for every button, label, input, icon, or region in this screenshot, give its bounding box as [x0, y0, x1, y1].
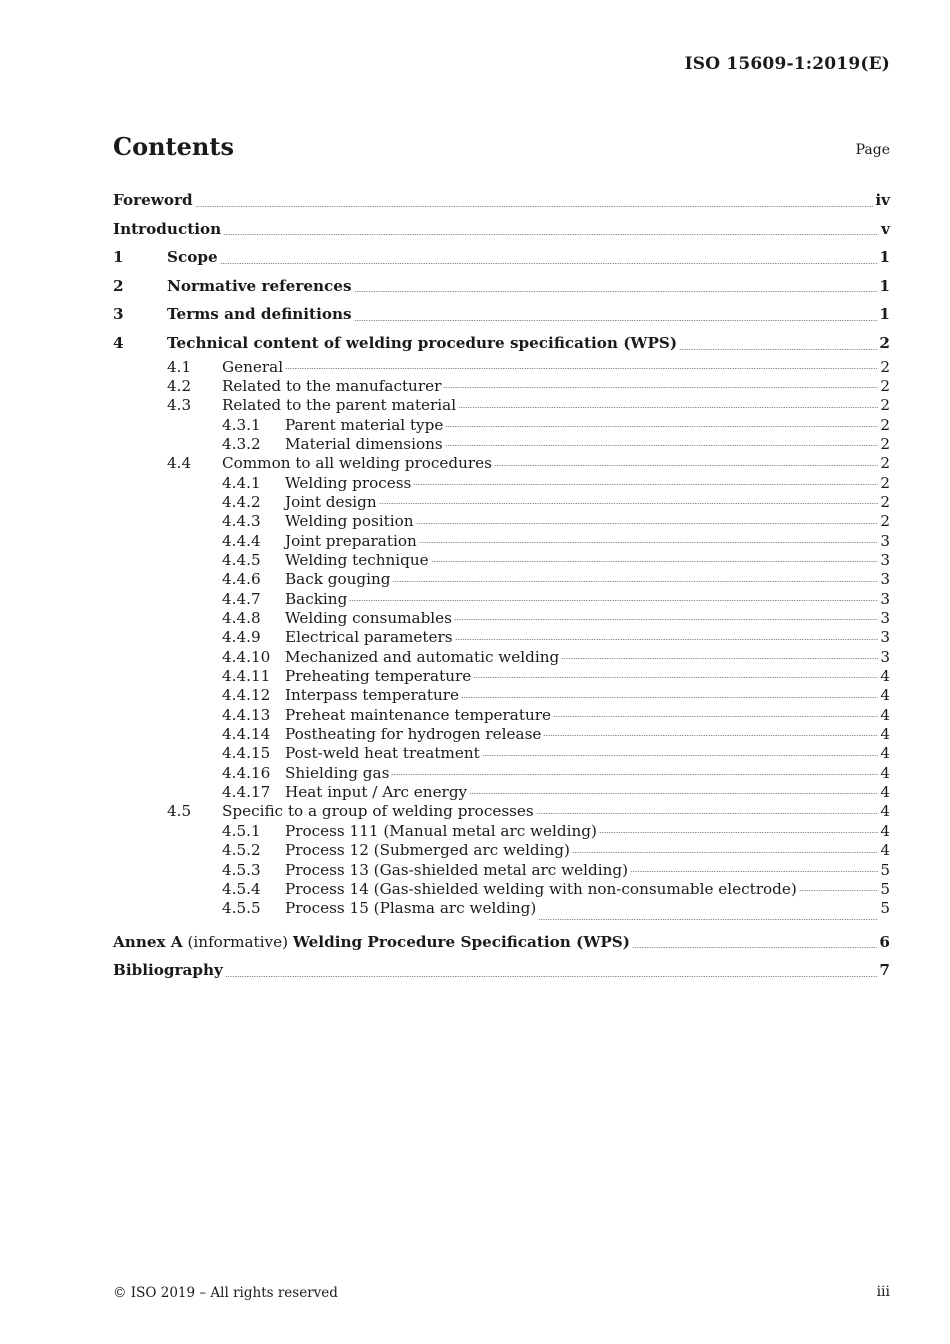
toc-entry-title: Common to all welding procedures [222, 454, 492, 473]
toc-entry-title: Interpass temperature [285, 686, 459, 705]
toc-entry-number: 4.4 [167, 454, 192, 473]
toc-annex-name: Welding Procedure Specification (WPS) [292, 932, 630, 951]
toc-entry-page: 2 [880, 415, 890, 434]
toc-entry-number: 4.4.2 [222, 492, 261, 511]
toc-entry-page: 2 [880, 473, 890, 492]
toc-entry-page: 2 [880, 357, 890, 376]
dot-leader [454, 619, 878, 620]
toc-entry-page: 2 [880, 434, 890, 453]
toc-entry-number: 4.4.8 [222, 609, 261, 628]
toc-entry-bibliography[interactable] [113, 956, 890, 985]
toc-entry-number: 4.4.1 [222, 473, 261, 492]
toc-entry-title: Electrical parameters [285, 628, 453, 647]
dot-leader [392, 581, 878, 582]
toc-entry[interactable] [113, 802, 890, 821]
toc-entry[interactable] [113, 609, 890, 628]
toc-entry-page: 4 [880, 705, 890, 724]
toc-entry-number: 4.4.4 [222, 531, 261, 550]
document-id: ISO 15609-1:2019(E) [684, 54, 890, 74]
toc-entry-title: General [222, 357, 284, 376]
toc-entry-page: 2 [880, 396, 890, 415]
toc-entry-title: Shielding gas [285, 763, 390, 782]
dot-leader [391, 774, 878, 775]
dot-leader [445, 426, 878, 427]
toc-entry-page: 3 [880, 570, 890, 589]
toc-entry-number: 1 [113, 248, 124, 267]
toc-entry-number: 4.4.10 [222, 647, 271, 666]
dot-leader [461, 697, 878, 698]
toc-entry-title: Post-weld heat treatment [285, 744, 480, 763]
footer-copyright: © ISO 2019 – All rights reserved [113, 1285, 338, 1301]
toc-entry-page: iv [875, 191, 890, 209]
toc-entry[interactable] [113, 474, 890, 493]
toc-entry-page: 4 [880, 821, 890, 840]
toc-annex-title [113, 928, 630, 957]
contents-heading: Contents [113, 132, 234, 161]
toc-entry-title: Process 15 (Plasma arc welding) [285, 899, 537, 918]
dot-leader [599, 832, 878, 833]
toc-entry-page: 5 [880, 860, 890, 879]
toc-entry-number: 4.1 [167, 357, 192, 376]
dot-leader [419, 542, 879, 543]
toc-entry[interactable] [113, 215, 890, 244]
table-of-contents [113, 186, 890, 985]
toc-entry[interactable] [113, 329, 890, 358]
dot-leader [553, 716, 878, 717]
dot-leader [349, 600, 878, 601]
toc-entry[interactable] [113, 300, 890, 329]
toc-annex-label: Annex A [113, 932, 183, 951]
toc-entry-page: 3 [880, 628, 890, 647]
toc-entry-page: 4 [880, 725, 890, 744]
toc-entry-number: 4.4.5 [222, 551, 261, 569]
toc-entry-number: 4.4.11 [222, 667, 271, 686]
toc-entry-number: 4.4.6 [222, 570, 261, 589]
toc-entry-number: 4.3.2 [222, 434, 261, 453]
toc-entry-number: 4.3 [167, 396, 192, 415]
toc-entry-number: 4.3.1 [222, 415, 261, 434]
toc-entry-page: 3 [880, 647, 890, 666]
toc-entry-title: Related to the manufacturer [222, 376, 442, 395]
toc-entry-number: 4 [113, 333, 124, 352]
toc-entry[interactable] [113, 667, 890, 686]
dot-leader [416, 523, 879, 524]
toc-entry-title: Normative references [167, 276, 352, 295]
toc-entry-title: Technical content of welding procedure specification (WPS) [167, 333, 678, 352]
toc-entry-title: Heat input / Arc energy [285, 783, 468, 802]
toc-entry-number: 4.4.14 [222, 725, 271, 744]
toc-entry-page: 5 [880, 899, 890, 918]
toc-entry-title: Process 12 (Submerged arc welding) [285, 841, 570, 860]
toc-entry-page: 1 [879, 276, 890, 295]
toc-entry-page: 6 [879, 932, 890, 951]
dot-leader [379, 503, 879, 504]
toc-entry-page: 2 [879, 333, 890, 352]
footer-page-number: iii [876, 1284, 890, 1300]
dot-leader [285, 368, 878, 369]
toc-entry[interactable] [113, 454, 890, 473]
toc-entry-title: Back gouging [285, 570, 391, 589]
toc-entry[interactable] [113, 435, 890, 454]
toc-entry[interactable] [113, 396, 890, 415]
toc-entry-title: Process 111 (Manual metal arc welding) [285, 821, 597, 840]
toc-entry[interactable] [113, 899, 890, 928]
toc-entry-number: 4.2 [167, 376, 192, 395]
dot-leader [413, 484, 878, 485]
toc-entry[interactable] [113, 783, 890, 802]
dot-leader [679, 349, 877, 350]
toc-entry-page: 3 [880, 551, 890, 569]
dot-leader [223, 234, 879, 235]
dot-leader [458, 407, 878, 408]
toc-entry-title: Preheat maintenance temperature [285, 705, 551, 724]
toc-entry-number: 4.4.16 [222, 763, 271, 782]
toc-entry-title: Specific to a group of welding processes [222, 802, 534, 821]
toc-entry[interactable] [113, 272, 890, 301]
dot-leader [354, 320, 878, 321]
dot-leader [482, 755, 879, 756]
dot-leader [473, 677, 878, 678]
toc-entry[interactable] [113, 570, 890, 589]
toc-entry-title: Terms and definitions [167, 305, 352, 324]
toc-entry-page: 2 [880, 454, 890, 473]
toc-entry-page: 2 [880, 376, 890, 395]
toc-entry-page: 4 [880, 667, 890, 686]
toc-entry-page: 4 [880, 841, 890, 860]
toc-entry-page: 2 [880, 512, 890, 531]
toc-entry-page: 4 [880, 763, 890, 782]
dot-leader [543, 735, 878, 736]
dot-leader [431, 561, 879, 562]
toc-annex-qualifier: (informative) [182, 932, 293, 951]
toc-entry[interactable] [113, 861, 890, 880]
toc-entry[interactable] [113, 628, 890, 647]
dot-leader [225, 976, 878, 977]
toc-entry-page: 4 [880, 783, 890, 802]
toc-entry[interactable] [113, 880, 890, 899]
toc-entry-title: Parent material type [285, 415, 444, 434]
toc-entry-page: 7 [879, 961, 890, 980]
toc-entry-page: 3 [880, 531, 890, 550]
dot-leader [799, 890, 879, 891]
toc-entry-title: Postheating for hydrogen release [285, 725, 542, 744]
toc-entry[interactable] [113, 186, 890, 215]
toc-entry-page: 3 [880, 609, 890, 628]
toc-entry-number: 4.5.1 [222, 821, 261, 840]
toc-entry[interactable] [113, 532, 890, 551]
toc-entry-title: Joint preparation [285, 531, 417, 550]
toc-entry-number: 4.5.2 [222, 841, 261, 860]
toc-entry-page: 4 [880, 802, 890, 821]
toc-entry-page: 1 [879, 305, 890, 324]
toc-entry-page: 3 [880, 589, 890, 608]
toc-entry-number: 4.4.7 [222, 589, 261, 608]
toc-entry-page: 4 [880, 686, 890, 705]
toc-entry-title: Process 13 (Gas-shielded metal arc welding) [285, 860, 628, 879]
toc-entry-title: Bibliography [113, 961, 223, 980]
toc-entry-number: 4.4.13 [222, 705, 271, 724]
toc-entry-title: Process 14 (Gas-shielded welding with non-consumable electrode) [285, 879, 797, 898]
toc-entry-title: Welding technique [285, 551, 429, 569]
toc-entry[interactable] [113, 764, 890, 783]
dot-leader [455, 639, 879, 640]
toc-entry-number: 4.4.15 [222, 744, 271, 763]
dot-leader [445, 445, 879, 446]
toc-entry[interactable] [113, 822, 890, 841]
dot-leader [630, 871, 878, 872]
toc-entry[interactable] [113, 551, 890, 570]
toc-entry-title: Welding position [285, 512, 414, 531]
toc-entry-number: 4.5.5 [222, 899, 261, 918]
toc-entry-number: 4.4.17 [222, 783, 271, 802]
toc-entry-number: 4.4.12 [222, 686, 271, 705]
dot-leader [632, 947, 877, 948]
toc-entry-title: Welding consumables [285, 609, 452, 628]
toc-entry[interactable] [113, 725, 890, 744]
toc-entry-page: 2 [880, 492, 890, 511]
toc-entry-number: 4.5 [167, 802, 192, 821]
toc-entry[interactable] [113, 512, 890, 531]
toc-entry[interactable] [113, 377, 890, 396]
toc-entry[interactable] [113, 706, 890, 725]
toc-entry-title: Material dimensions [285, 434, 443, 453]
dot-leader [469, 793, 878, 794]
toc-entry[interactable] [113, 841, 890, 860]
dot-leader [494, 465, 878, 466]
toc-entry-title: Scope [167, 248, 218, 267]
dot-leader [572, 852, 878, 853]
toc-entry-title: Mechanized and automatic welding [285, 647, 560, 666]
toc-entry-number: 4.4.9 [222, 628, 261, 647]
toc-entry-title: Welding process [285, 473, 412, 492]
toc-entry-number: 3 [113, 305, 124, 324]
dot-leader [536, 813, 879, 814]
toc-entry-title: Backing [285, 589, 348, 608]
toc-entry-title: Related to the parent material [222, 396, 457, 415]
page-column-label: Page [855, 142, 890, 158]
toc-entry[interactable] [113, 243, 890, 272]
dot-leader [354, 291, 878, 292]
dot-leader [538, 919, 878, 920]
toc-entry[interactable] [113, 493, 890, 512]
toc-entry-number: 4.4.3 [222, 512, 261, 531]
toc-entry-annex-a[interactable] [113, 928, 890, 957]
toc-entry[interactable] [113, 744, 890, 763]
toc-entry-title: Preheating temperature [285, 667, 472, 686]
toc-entry[interactable] [113, 590, 890, 609]
toc-entry-page: 5 [880, 879, 890, 898]
toc-entry[interactable] [113, 358, 890, 377]
toc-entry-title: Joint design [285, 492, 377, 511]
toc-entry-page: v [881, 219, 890, 238]
toc-entry-number: 4.5.3 [222, 860, 261, 879]
dot-leader [443, 387, 878, 388]
toc-entry-page: 1 [879, 248, 890, 267]
dot-leader [561, 658, 878, 659]
toc-entry[interactable] [113, 648, 890, 667]
toc-entry-number: 2 [113, 276, 124, 295]
toc-entry-number: 4.5.4 [222, 879, 261, 898]
toc-entry[interactable] [113, 686, 890, 705]
toc-entry[interactable] [113, 416, 890, 435]
toc-entry-title: Foreword [113, 191, 193, 209]
toc-entry-title: Introduction [113, 219, 222, 238]
dot-leader [220, 263, 878, 264]
dot-leader [195, 206, 874, 207]
toc-entry-page: 4 [880, 744, 890, 763]
